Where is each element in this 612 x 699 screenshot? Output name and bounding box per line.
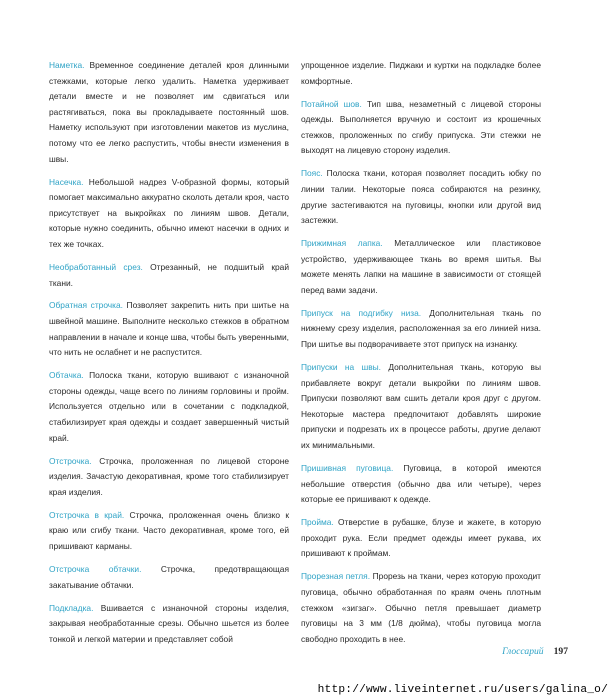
glossary-entry-14 [301,360,541,454]
glossary-term: Подкладка. [49,602,94,613]
page-footer [502,646,568,657]
glossary-entry-0 [49,58,289,167]
glossary-definition: Пуговица, в которой имеются небольшие отверстия (обычно два или четыре), через которые ее пришивают к одежде. [301,463,541,505]
glossary-term: Припуск на подгибку низа. [301,307,422,318]
glossary-term: Обтачка. [49,370,84,381]
glossary-definition: Полоска ткани, которую вшивают с изнаночной стороны одежды, чаще всего по линиям горловины и пройм. Используется отдельно или в сочетании с подкладкой, стабилизирует края одежды и создает завершенный чистый край. [49,370,289,443]
page-number: 197 [553,646,568,657]
glossary-term: Отстрочка в край. [49,509,125,520]
glossary-entry-continued [301,58,541,89]
glossary-entry-7 [49,562,289,593]
glossary-definition: Временное соединение деталей кроя длинными стежками, которые легко удалить. Наметка удерживает детали вместе и не позволяет им сдвигаться или растягиваться, пока вы прокладываете постоянный шов. Наметку используют при изготовлении макетов из муслина, потому что ее легко распустить, чтобы внести изменения в швы. [49,60,289,164]
glossary-entry-5 [49,454,289,501]
glossary-term: Отстрочка. [49,455,92,466]
glossary-entry-3 [49,298,289,360]
glossary-term: Потайной шов. [301,98,362,109]
glossary-definition: Тип шва, незаметный с лицевой стороны одежды. Выполняется вручную и состоит из крошечных стежков, проложенных по сгибу припуска. Эти стежки не выходят на лицевую сторону изделия. [301,98,541,156]
right-column [301,58,541,655]
glossary-definition: Позволяет закрепить нить при шитье на швейной машине. Выполните несколько стежков в обратном направлении в начале и конце шва, чтобы быть уверенными, что нить не ослабнет и не распустится. [49,300,289,358]
glossary-definition: Металлическое или пластиковое устройство, удерживающее ткань во время шитья. Вы можете менять лапки на машине в зависимости от стоящей перед вами задачи. [301,238,541,295]
glossary-entry-8 [49,601,289,648]
glossary-definition: Отрезанный, не подшитый край ткани. [49,261,289,288]
glossary-definition: Отверстие в рубашке, блузе и жакете, в которую проходит рука. Если предмет одежды имеет рукава, их пришивают к проймам. [301,517,541,559]
section-title: Глоссарий [502,646,544,657]
glossary-entry-13 [301,306,541,353]
glossary-definition: Небольшой надрез V-образной формы, который помогает максимально аккуратно сколоть детали кроя, часто присутствует на выкройках по линиям швов. Детали, которые нужно соединить, обычно имеют насечки в одних и тех же точках. [49,176,289,249]
glossary-term: Насечка. [49,176,84,187]
glossary-entry-1 [49,175,289,253]
glossary-entry-16 [301,515,541,562]
glossary-term: Пояс. [301,168,323,179]
glossary-definition: Дополнительная ткань по нижнему срезу изделия, расположенная за его линией низа. При шитье вы подворачиваете этот припуск на изнанку. [301,307,541,350]
glossary-term: Прижимная лапка. [301,238,383,249]
watermark-url: http://www.liveinternet.ru/users/galina_o/ [317,684,608,696]
glossary-definition: Строчка, проложенная по лицевой стороне изделия. Зачастую декоративная, кроме того стабилизирует края изделия. [49,455,289,497]
glossary-definition: Строчка, предотвращающая закатывание обтачки. [49,563,289,590]
glossary-term: Необработанный срез. [49,261,143,272]
left-column [49,58,289,655]
glossary-term: Обратная строчка. [49,300,123,311]
glossary-definition: Вшивается с изнаночной стороны изделия, закрывая необработанные срезы. Обычно шьется из более тонкой и легкой материи и представляет собой [49,602,289,644]
glossary-entry-15 [301,461,541,508]
glossary-term: Наметка. [49,60,85,70]
glossary-definition: Прорезь на ткани, через которую проходит пуговица, обычно обработанная по краям очень плотным стежком «зигзаг». Обычно петля превышает диаметр пуговицы на 3 мм (1/8 дюйма), чтобы пуговица могла свободно проходить в нее. [301,571,541,644]
glossary-entry-11 [301,166,541,228]
glossary-entry-6 [49,508,289,555]
glossary-definition: Строчка, проложенная очень близко к краю или сгибу ткани. Часто декоративная, кроме того, ей пришивают карманы. [49,509,289,551]
glossary-term: Пройма. [301,517,334,528]
glossary-term: Припуски на швы. [301,362,382,373]
glossary-entry-10 [301,97,541,159]
glossary-entry-2 [49,260,289,291]
glossary-definition: Дополнительная ткань, которую вы прибавляете вокруг детали выкройки по линиям швов. Припуски позволяют вам сшить детали кроя друг с другом. Некоторые мастера предпочитают добавлять широкие припуски и подрезать их в процессе работы, другие делают их минимальными. [301,362,541,451]
glossary-entry-17 [301,569,541,647]
glossary-entry-12 [301,236,541,298]
glossary-entry-4 [49,368,289,446]
glossary-term: Прорезная петля. [301,571,371,582]
glossary-term: Отстрочка обтачки. [49,563,142,574]
glossary-definition: упрощенное изделие. Пиджаки и куртки на подкладке более комфортные. [301,60,541,86]
glossary-term: Пришивная пуговица. [301,463,394,473]
glossary-definition: Полоска ткани, которая позволяет посадить юбку по линии талии. Некоторые пояса собираются на резинку, другие застегиваются на пуговицы, кнопки или другой вид застежки. [301,168,541,226]
